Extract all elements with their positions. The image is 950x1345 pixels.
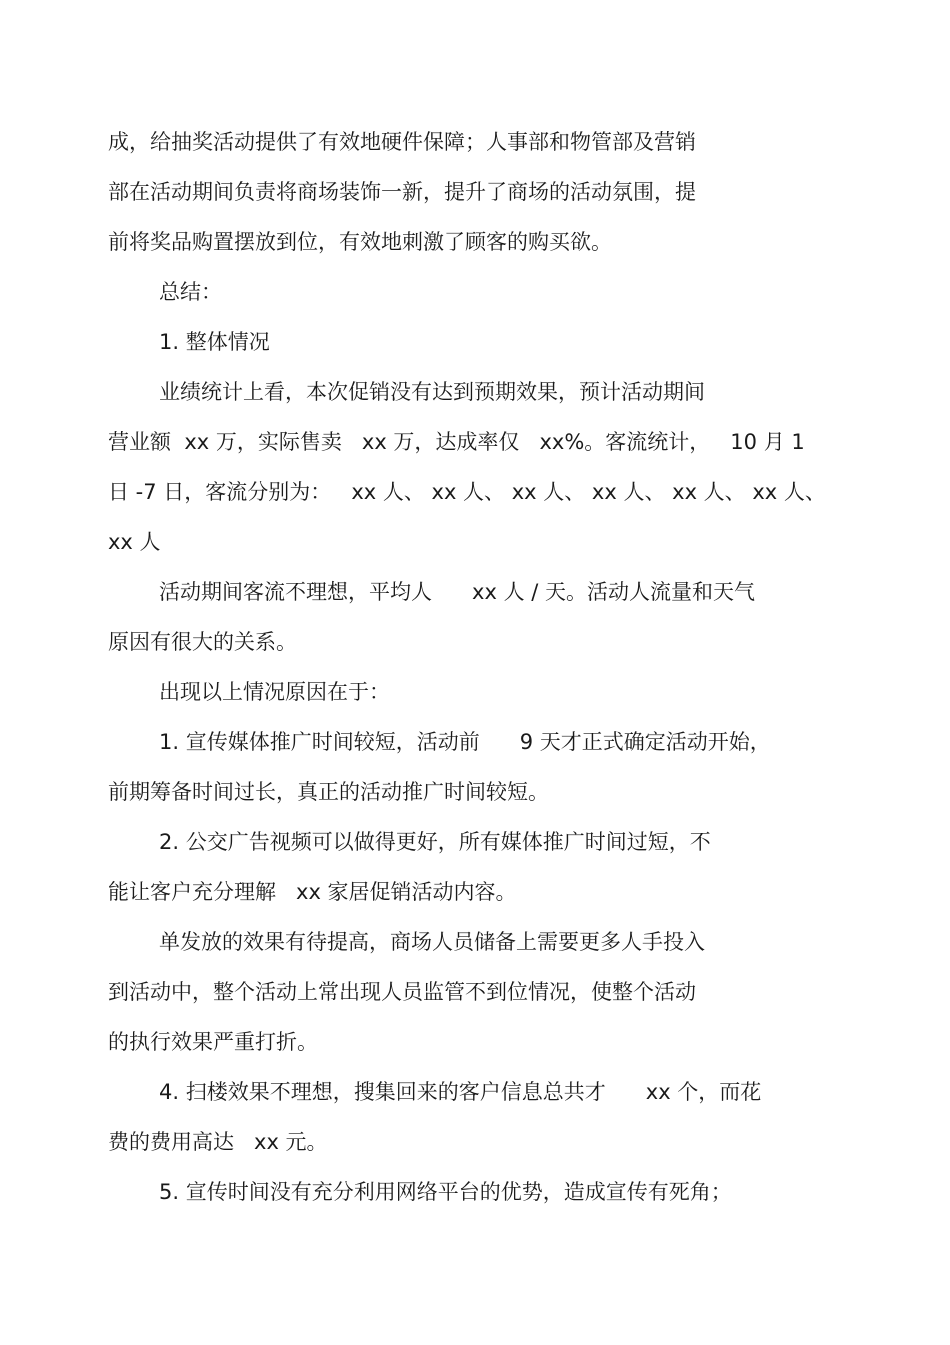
- list-item-line: 1. 宣传媒体推广时间较短，活动前 9 天才正式确定活动开始，: [159, 730, 771, 754]
- list-item-line: 费的费用高达 xx 元。: [108, 1130, 328, 1154]
- list-item-line: 前期筹备时间过长，真正的活动推广时间较短。: [108, 780, 549, 804]
- paragraph-line: 单发放的效果有待提高，商场人员储备上需要更多人手投入: [159, 930, 705, 954]
- paragraph-line: xx 人: [108, 530, 161, 554]
- paragraph-line: 成，给抽奖活动提供了有效地硬件保障；人事部和物管部及营销: [108, 130, 696, 154]
- subsection-heading: 1. 整体情况: [159, 330, 270, 354]
- paragraph-line: 原因有很大的关系。: [108, 630, 297, 654]
- list-item-line: 4. 扫楼效果不理想，搜集回来的客户信息总共才 xx 个，而花: [159, 1080, 762, 1104]
- paragraph-line: 日 -7 日，客流分别为： xx 人、 xx 人、 xx 人、 xx 人、 xx 人、 xx 人、: [108, 480, 826, 504]
- paragraph-line: 营业额 xx 万，实际售卖 xx 万，达成率仅 xx%。客流统计， 10 月 1: [108, 430, 805, 454]
- paragraph-line: 出现以上情况原因在于：: [159, 680, 390, 704]
- paragraph-line: 到活动中，整个活动上常出现人员监管不到位情况，使整个活动: [108, 980, 696, 1004]
- paragraph-line: 前将奖品购置摆放到位，有效地刺激了顾客的购买欲。: [108, 230, 612, 254]
- paragraph-line: 活动期间客流不理想，平均人 xx 人 / 天。活动人流量和天气: [159, 580, 756, 604]
- list-item-line: 能让客户充分理解 xx 家居促销活动内容。: [108, 880, 517, 904]
- paragraph-line: 业绩统计上看，本次促销没有达到预期效果，预计活动期间: [159, 380, 705, 404]
- list-item-line: 5. 宣传时间没有充分利用网络平台的优势，造成宣传有死角；: [159, 1180, 732, 1204]
- paragraph-line: 部在活动期间负责将商场装饰一新，提升了商场的活动氛围，提: [108, 180, 696, 204]
- list-item-line: 2. 公交广告视频可以做得更好，所有媒体推广时间过短，不: [159, 830, 711, 854]
- section-heading: 总结：: [159, 280, 222, 304]
- paragraph-line: 的执行效果严重打折。: [108, 1030, 318, 1054]
